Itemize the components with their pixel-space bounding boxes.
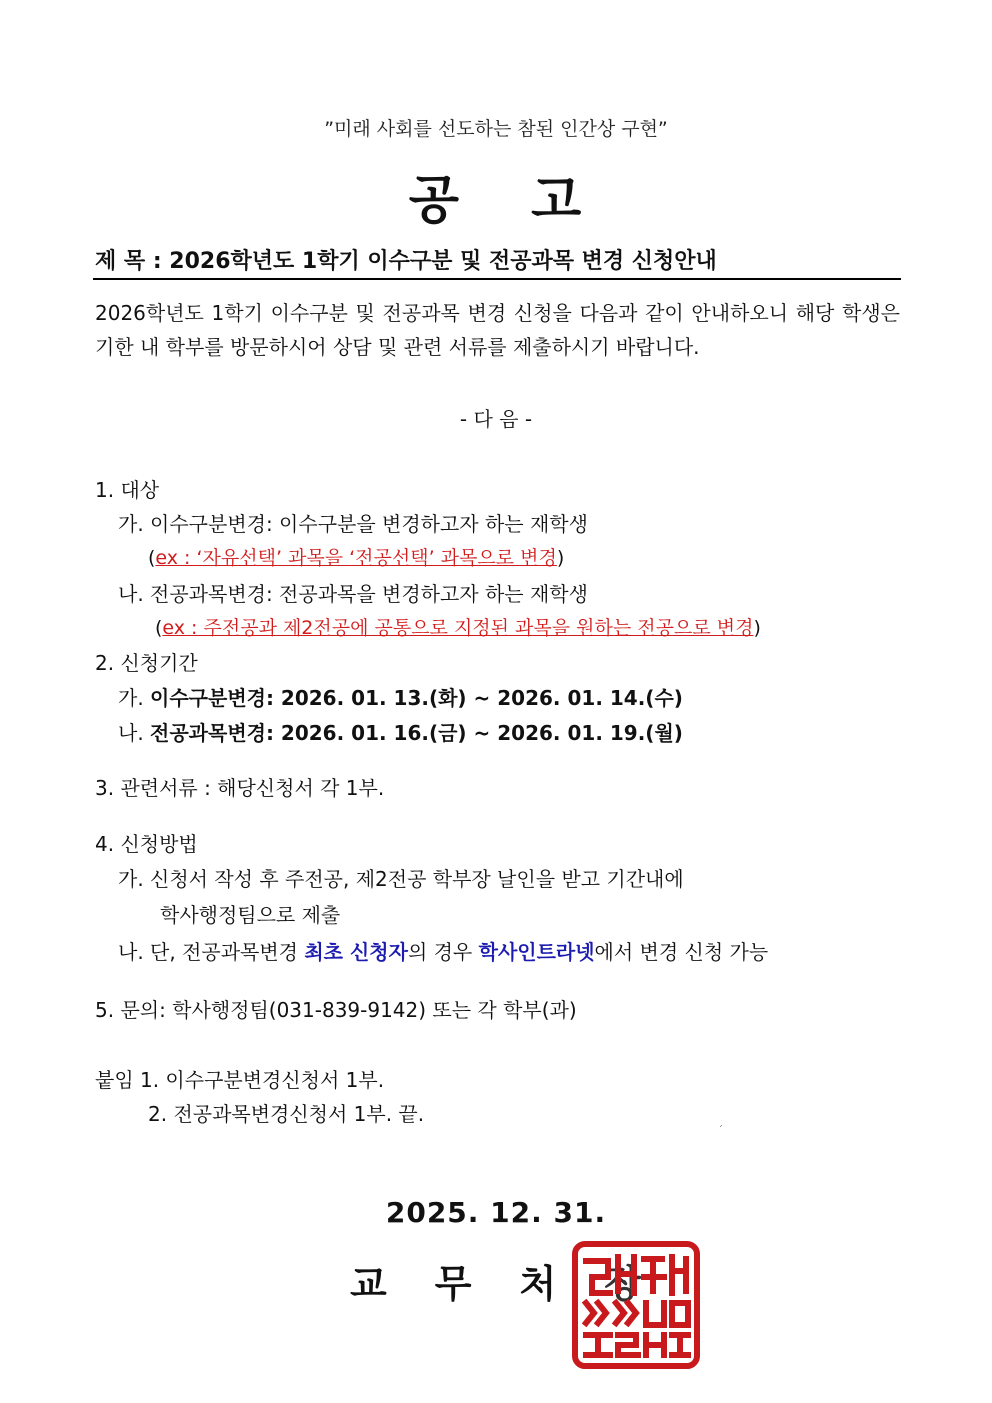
section-2-heading: 2. 신청기간	[95, 651, 198, 675]
motto: ”미래 사회를 선도하는 참된 인간상 구현”	[324, 118, 668, 140]
stray-mark: ´	[718, 1125, 723, 1136]
title-char-1: 공	[408, 171, 461, 231]
section-4-item-a-line2: 학사행정팀으로 제출	[160, 903, 341, 927]
section-5-contact: 5. 문의: 학사행정팀(031-839-9142) 또는 각 학부(과)	[95, 998, 577, 1022]
period-course-type-change: 이수구분변경: 2026. 01. 13.(화) ~ 2026. 01. 14.(수)	[150, 686, 683, 710]
example-note-b: ex : 주전공과 제2전공에 공통으로 지정된 과목을 원하는 전공으로 변경	[162, 617, 754, 639]
section-4-heading: 4. 신청방법	[95, 832, 198, 856]
example-note-a: ex : ‘자유선택’ 과목을 ‘전공선택’ 과목으로 변경	[155, 547, 557, 569]
section-2-item-b: 나. 전공과목변경: 2026. 01. 16.(금) ~ 2026. 01. 19.(월)	[118, 721, 683, 745]
section-1-item-a: 가. 이수구분변경: 이수구분을 변경하고자 하는 재학생	[118, 512, 588, 536]
issue-date: 2025. 12. 31.	[385, 1196, 607, 1229]
subject-line: 제 목 : 2026학년도 1학기 이수구분 및 전공과목 변경 신청안내	[95, 249, 717, 274]
section-1-item-b: 나. 전공과목변경: 전공과목을 변경하고자 하는 재학생	[118, 582, 588, 606]
section-2-item-a: 가. 이수구분변경: 2026. 01. 13.(화) ~ 2026. 01. 14.(수)	[118, 686, 683, 710]
issuer-name: 교 무 처 장	[350, 1262, 641, 1306]
section-1-item-b-example: (ex : 주전공과 제2전공에 공통으로 지정된 과목을 원하는 전공으로 변경)	[155, 617, 761, 639]
emphasis-first-applicant: 최초 신청자	[304, 940, 408, 964]
attachment-line-2: 2. 전공과목변경신청서 1부. 끝.	[148, 1102, 425, 1126]
section-1-item-a-example: (ex : ‘자유선택’ 과목을 ‘전공선택’ 과목으로 변경)	[148, 547, 565, 569]
section-3-documents: 3. 관련서류 : 해당신청서 각 1부.	[95, 776, 385, 800]
official-seal-icon	[572, 1241, 700, 1369]
section-divider-daum: - 다 음 -	[459, 407, 533, 431]
intro-paragraph: 2026학년도 1학기 이수구분 및 전공과목 변경 신청을 다음과 같이 안내하오니 해당 학생은 기한 내 학부를 방문하시어 상담 및 관련 서류를 제출하시기 바랍니다.	[95, 301, 900, 359]
emphasis-intranet: 학사인트라넷	[478, 940, 595, 964]
subject-underline	[93, 278, 901, 280]
page-title	[0, 158, 992, 233]
attachment-line-1: 붙임 1. 이수구분변경신청서 1부.	[95, 1068, 385, 1092]
period-major-course-change: 전공과목변경: 2026. 01. 16.(금) ~ 2026. 01. 19.(월)	[150, 721, 683, 745]
section-4-item-b: 나. 단, 전공과목변경 최초 신청자의 경우 학사인트라넷에서 변경 신청 가능	[118, 940, 769, 964]
section-1-heading: 1. 대상	[95, 478, 160, 502]
title-char-2: 고	[531, 171, 584, 231]
section-4-item-a-line1: 가. 신청서 작성 후 주전공, 제2전공 학부장 날인을 받고 기간내에	[118, 867, 684, 891]
